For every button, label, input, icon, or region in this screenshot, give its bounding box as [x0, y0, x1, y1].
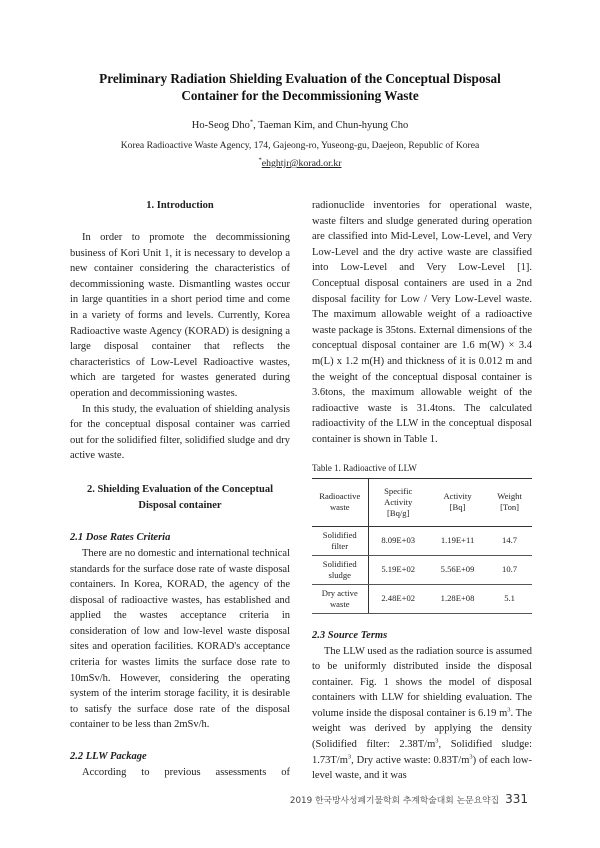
cell-weight: 5.1 [487, 584, 532, 613]
author-list [40, 120, 560, 131]
section-2-heading-line-2: Disposal container [138, 499, 222, 511]
cell-waste-type: Solidified sludge [312, 555, 368, 584]
header-activity: Activity [Bq] [428, 478, 487, 526]
author-1: Ho-Seog Dho [191, 120, 250, 131]
subsection-2-1-heading: 2.1 Dose Rates Criteria [70, 531, 171, 543]
table-header-row [312, 478, 532, 526]
email-mark: * [258, 156, 262, 164]
subsection-2-3-paragraph: The LLW used as the radiation source is assumed to be uniformly distributed inside the disposal container. Fig. 1 shows the model of disposal containers with LLW for shielding evaluation. The volume inside the disposal container is 6.19 $m^3$. The weight was derived by applying the density (Solidified filter: $2.38T/m^3$, Solidified sludge: $1.73T/m^3$, Dry active waste: $0.83T/m^3$) of each low-level waste, and it was [312, 645, 533, 782]
header-weight: Weight [Ton] [487, 478, 532, 526]
table-row [312, 555, 532, 584]
header-radioactive-waste: Radioactive waste [312, 478, 368, 526]
email-link[interactable]: ehghtjr@korad.or.kr [261, 158, 342, 169]
right-column [312, 198, 532, 784]
title-line-2: Container for the Decommissioning Waste [181, 88, 419, 103]
cell-weight: 10.7 [487, 555, 532, 584]
left-column [70, 198, 290, 781]
llw-package-paragraph: radionuclide inventories for operational waste, waste filters and sludge generated during operation are classified into Mid-Level, Low-Level, and Very Low-Level and the dry active waste are classified into Low-Level and Very Low-Level [1]. Conceptual disposal containers are used in a 2nd disposal facility for Low / Very Low-Level waste. The maximum allowable weight of a radioactive waste package is 35tons. External dimensions of the conceptual disposal container are 1.6 m(W) × 3.4 m(L) x 1.2 m(H) and thickness of it is 0.012 m and the weight of the conceptual disposal container is 3.6tons, the maximum allowable weight of the radioactive waste is 31.4tons. The calculated radioactivity of the LLW in the conceptual disposal container is shown in Table 1. [312, 200, 532, 445]
cell-specific-activity: 2.48E+02 [368, 584, 428, 613]
title-line-1: Preliminary Radiation Shielding Evaluation of the Conceptual Disposal [99, 71, 501, 86]
cell-waste-type: Dry active waste [312, 584, 368, 613]
corresponding-mark: * [249, 118, 254, 126]
paper-title [40, 70, 560, 104]
subsection-2-3-heading: 2.3 Source Terms [312, 629, 388, 641]
email-line [40, 158, 560, 169]
footer-proceedings-title: 2019 한국방사성폐기물학회 추계학술대회 논문요약집 [289, 796, 500, 806]
subsection-2-2-heading: 2.2 LLW Package [70, 751, 147, 763]
cell-activity: 1.19E+11 [428, 526, 487, 555]
other-authors: , Taeman Kim, and Chun-hyung Cho [253, 120, 409, 131]
section-1-paragraph-1: In order to promote the decommissioning business of Kori Unit 1, it is necessary to develop a new container considering the characteristics of decommissioning waste. Dismantling wastes occur in large quantities in a short period time and come in a variety of forms and levels. Currently, Korea Radioactive waste Agency (KORAD) is designing a large disposal container that reflects the characteristics of Low-Level Radioactive wastes, which are targeted for wastes generated during operation and decommissioning wastes. [70, 232, 290, 399]
cell-weight: 14.7 [487, 526, 532, 555]
section-2-heading [70, 482, 290, 514]
cell-waste-type: Solidified filter [312, 526, 368, 555]
table-caption: Table 1. Radioactive of LLW [312, 462, 417, 473]
section-1-paragraph-2: In this study, the evaluation of shielding analysis for the conceptual disposal container was carried out for the solidified filter, solidified sludge and dry active waste. [70, 403, 290, 462]
cell-activity: 5.56E+09 [428, 555, 487, 584]
cell-activity: 1.28E+08 [428, 584, 487, 613]
radioactivity-table [312, 478, 532, 614]
affiliation: Korea Radioactive Waste Agency, 174, Gajeong-ro, Yuseong-gu, Daejeon, Republic of Korea [120, 140, 480, 151]
section-2-heading-line-1: 2. Shielding Evaluation of the Conceptual [86, 483, 274, 495]
page-number: 331 [505, 792, 528, 806]
section-1-heading: 1. Introduction [146, 200, 214, 211]
table-row [312, 584, 532, 613]
subsection-2-2-paragraph: According to previous assessments of [82, 767, 290, 779]
page-footer [290, 792, 528, 806]
cell-specific-activity: 8.09E+03 [368, 526, 428, 555]
cell-specific-activity: 5.19E+02 [368, 555, 428, 584]
table-row [312, 526, 532, 555]
subsection-2-1-paragraph: There are no domestic and international technical standards for the surface dose rate of waste disposal containers. In Korea, KORAD, the agency of the disposal of radioactive wastes, has established and applied the wastes acceptance criteria in consideration of low and low-level waste disposal sites and operation facilities. KORAD's acceptance criteria for wastes limits the surface dose rate to 10mSv/h. However, considering the operating system of the interim storage facility, it is desirable to satisfy the surface dose rate of the disposal container to be less than 2mSv/h. [70, 547, 290, 731]
header-specific-activity: Specific Activity [Bq/g] [368, 478, 428, 526]
